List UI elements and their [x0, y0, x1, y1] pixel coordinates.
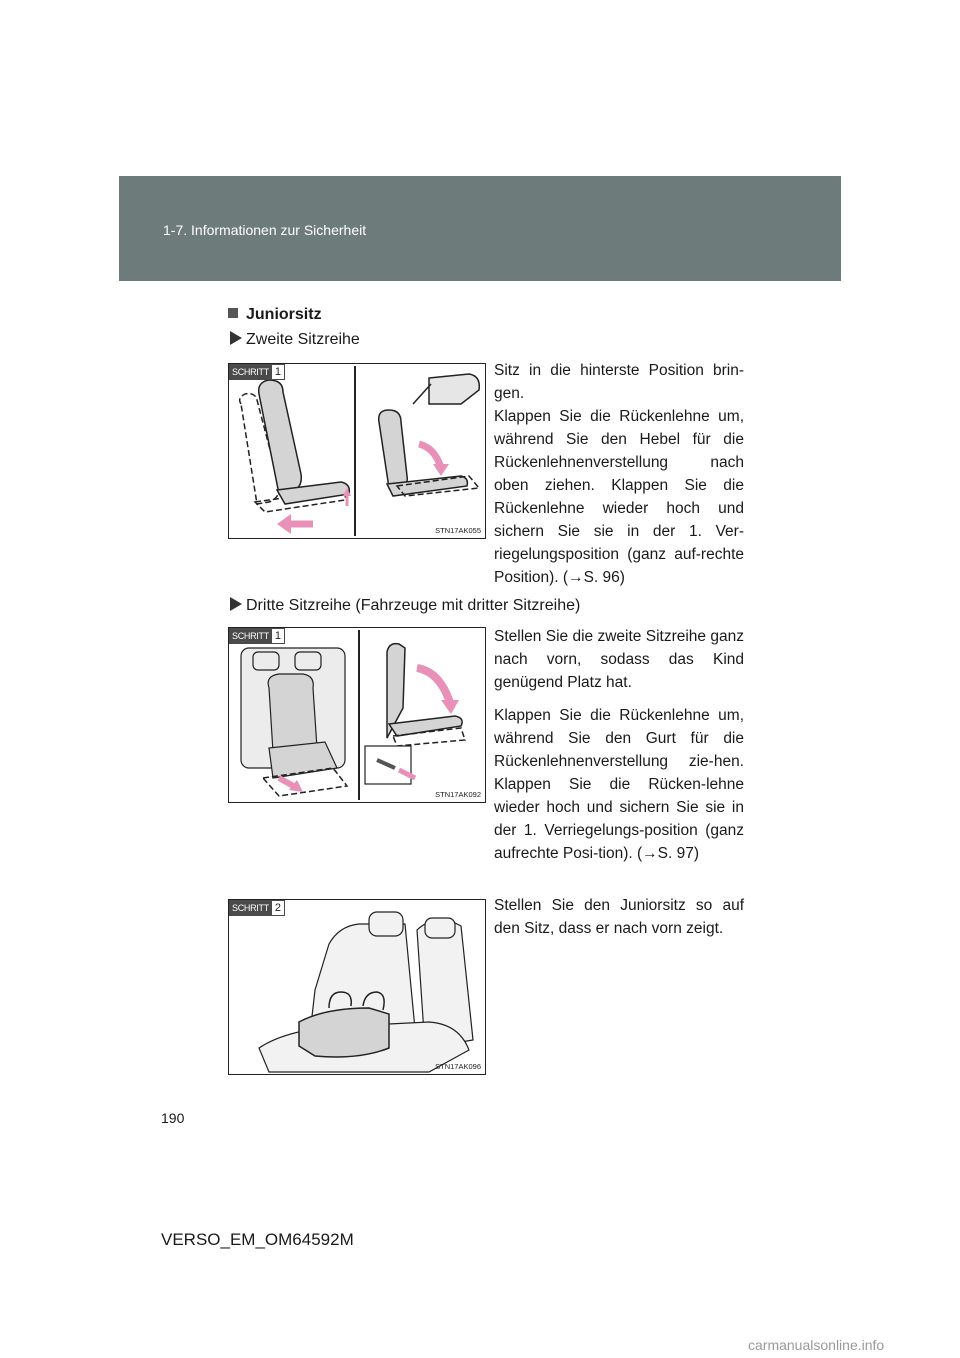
- figure-code: STN17AK055: [435, 526, 481, 535]
- subheading-second-row: [230, 331, 360, 349]
- page-number: 190: [161, 1110, 185, 1126]
- square-bullet-icon: [228, 308, 238, 318]
- step3-instructions: [494, 894, 744, 940]
- subheading-text: Dritte Sitzreihe (Fahrzeuge mit dritter Sitzreihe): [246, 597, 581, 614]
- third-row-access-illustration: [229, 628, 485, 802]
- watermark: carmanualsonline.info: [748, 1337, 885, 1353]
- figure-booster-placement: [228, 899, 486, 1075]
- section-title-text: Juniorsitz: [246, 306, 322, 323]
- triangle-bullet-icon: [230, 331, 242, 345]
- instruction-paragraph: Sitz in die hinterste Position brin-gen.: [494, 362, 744, 402]
- instruction-paragraph: Klappen Sie die Rückenlehne um, während Sie den Hebel für die Rückenlehnenverstellung nach oben ziehen. Klappen Sie die Rückenlehne wieder hoch und sichern Sie sie in der 1. Ver-riegelungsposition (ganz auf-rechte Position). (→S. 96): [494, 408, 744, 586]
- triangle-bullet-icon: [230, 597, 242, 611]
- step-badge-label: SCHRITT: [229, 900, 272, 916]
- instruction-paragraph: Klappen Sie die Rückenlehne um, während Sie den Gurt für die Rückenlehnenverstellung zie-hen. Klappen Sie die Rücken-lehne wieder hoch und sichern Sie sie in der 1. Verriegelungs-position (ganz aufrechte Posi-tion). (→S. 97): [494, 707, 744, 862]
- section-title: [228, 306, 322, 324]
- step-badge-number: 1: [272, 628, 285, 644]
- figure-second-row: [228, 363, 486, 539]
- subheading-third-row: [230, 597, 580, 615]
- step-badge: [229, 628, 285, 644]
- step-badge: [229, 900, 285, 916]
- booster-seat-illustration: [229, 900, 485, 1074]
- step2-instructions: [494, 625, 744, 865]
- instruction-paragraph: Stellen Sie die zweite Sitzreihe ganz nach vorn, sodass das Kind genügend Platz hat.: [494, 628, 744, 691]
- step-badge-label: SCHRITT: [229, 628, 272, 644]
- seat-fold-illustration: [229, 364, 485, 538]
- step1-instructions: [494, 359, 744, 589]
- section-header-text: 1-7. Informationen zur Sicherheit: [163, 222, 367, 238]
- subheading-text: Zweite Sitzreihe: [246, 331, 360, 348]
- section-header: [119, 176, 841, 281]
- step-badge: [229, 364, 285, 380]
- step-badge-number: 1: [272, 364, 285, 380]
- figure-code: STN17AK096: [435, 1062, 481, 1071]
- document-code: VERSO_EM_OM64592M: [161, 1230, 354, 1249]
- instruction-paragraph: Stellen Sie den Juniorsitz so auf den Sitz, dass er nach vorn zeigt.: [494, 897, 744, 937]
- figure-third-row: [228, 627, 486, 803]
- figure-code: STN17AK092: [435, 790, 481, 799]
- step-badge-label: SCHRITT: [229, 364, 272, 380]
- step-badge-number: 2: [272, 900, 285, 916]
